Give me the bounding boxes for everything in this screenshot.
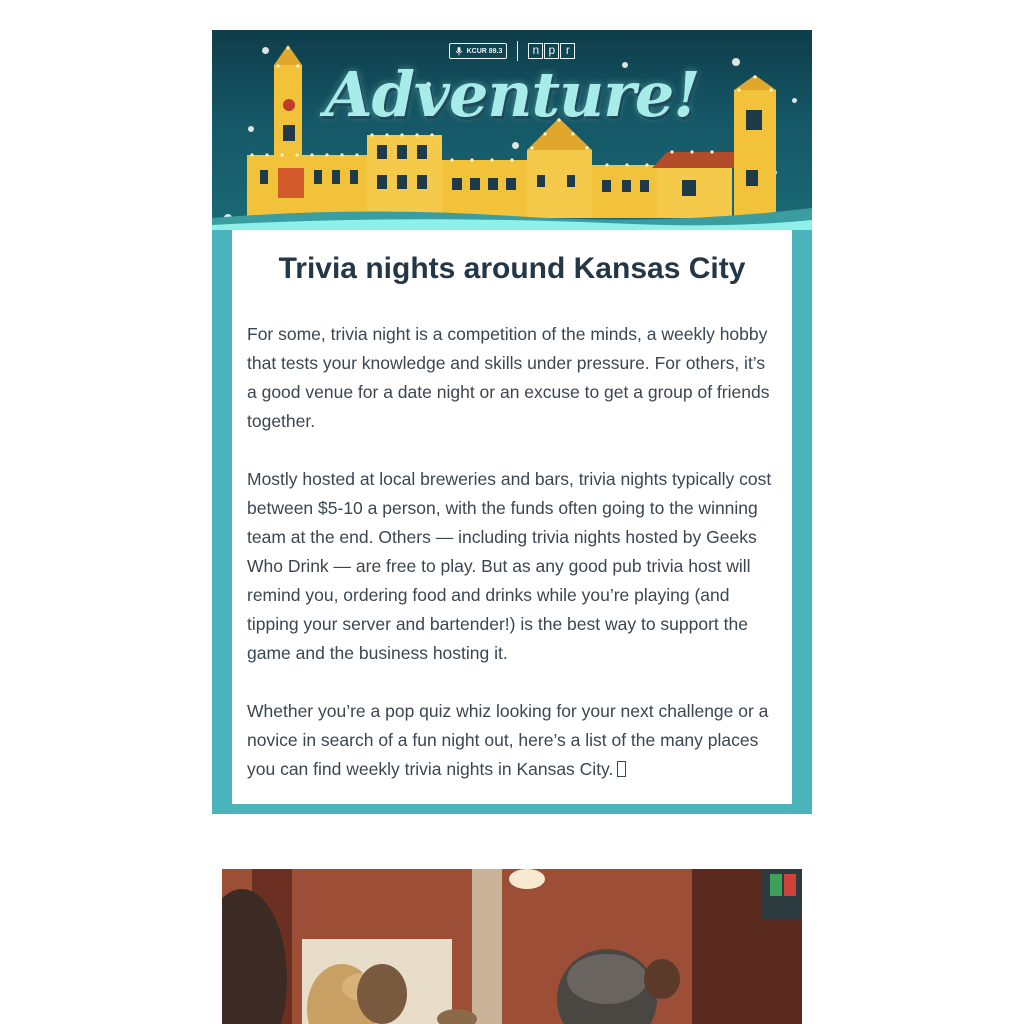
article-headline: Trivia nights around Kansas City	[278, 252, 746, 285]
missing-glyph-icon	[617, 761, 626, 777]
microphone-icon	[454, 46, 464, 56]
kcur-logo[interactable]	[449, 43, 508, 59]
article-paragraph: For some, trivia night is a competition of the minds, a weekly hobby that tests your knowledge and skills under pressure. For others, it’s a good venue for a date night or an excuse to get a group of friends together.	[247, 324, 770, 431]
kcur-logo-text: KCUR 89.3	[466, 47, 503, 55]
trivia-night-photo	[222, 869, 802, 1024]
photo-of-people-at-bar	[222, 869, 802, 1024]
adventure-banner	[212, 30, 812, 230]
article-card	[232, 230, 792, 804]
npr-logo[interactable]	[528, 43, 575, 59]
article-frame	[212, 230, 812, 814]
newsletter-email	[212, 30, 812, 814]
npr-logo-letter: n	[528, 43, 543, 59]
npr-logo-letter: p	[544, 43, 559, 59]
npr-logo-letter: r	[560, 43, 575, 59]
article-paragraph	[247, 697, 777, 784]
article-paragraph-text: Whether you’re a pop quiz whiz looking for your next challenge or a novice in search of a fun night out, here’s a list of the many places you can find weekly trivia nights in Kansas City.	[247, 701, 769, 779]
banner-title: Adventure!	[324, 58, 700, 131]
article-paragraph: Mostly hosted at local breweries and bars, trivia nights typically cost between $5-10 a person, with the funds often going to the winning team at the end. Others — including trivia nights hosted by Geeks Who Drink — are free to play. But as any good pub trivia host will remind you, ordering food and drinks while you’re playing (and tipping your server and bartender!) is the best way to support the game and the business hosting it.	[247, 469, 772, 663]
